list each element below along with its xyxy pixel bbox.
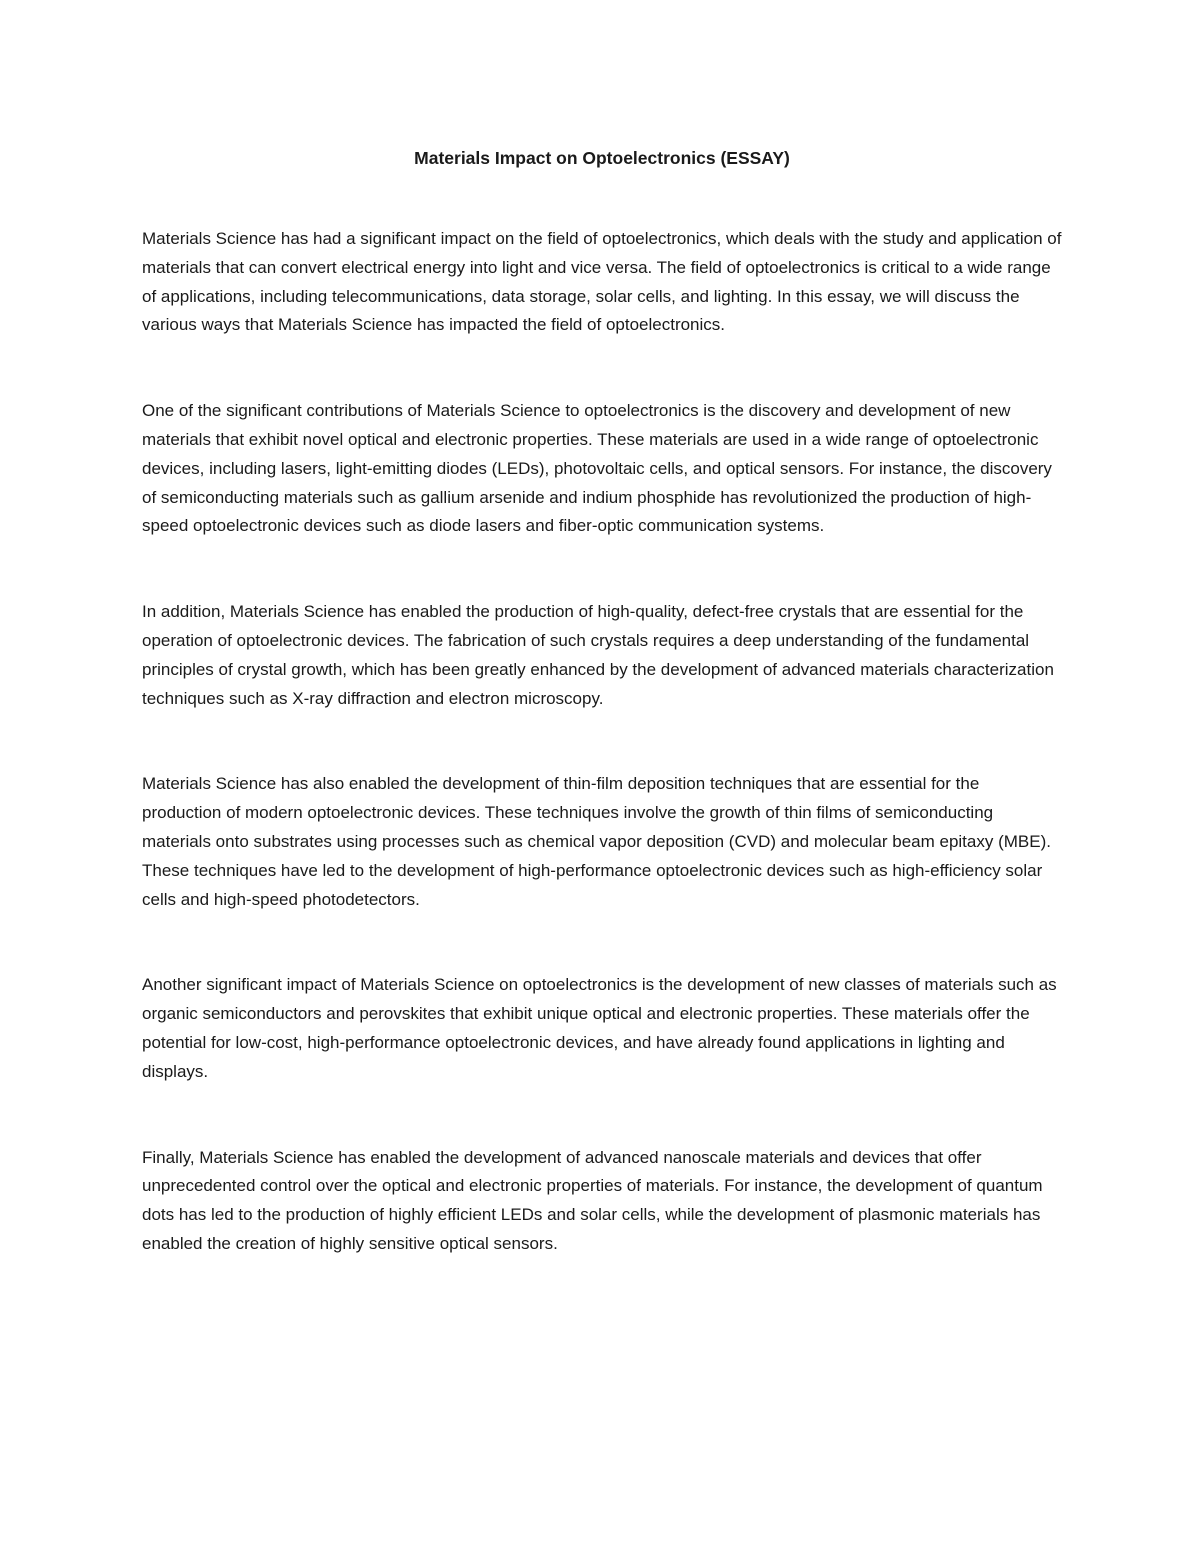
paragraph-crystal-growth: In addition, Materials Science has enabled the production of high-quality, defect-free crystals that are essential for the operation of optoelectronic devices. The fabrication of such crystals requires a deep understanding of the fundamental principles of crystal growth, which has been greatly enhanced by the development of advanced materials characterization techniques such as X-ray diffraction and electron microscopy. <box>142 602 1054 708</box>
document-body <box>142 144 1062 1259</box>
document-title: Materials Impact on Optoelectronics (ESSAY) <box>414 148 790 168</box>
paragraph-thin-film: Materials Science has also enabled the development of thin-film deposition techniques that are essential for the production of modern optoelectronic devices. These techniques involve the growth of thin films of semiconducting materials onto substrates using processes such as chemical vapor deposition (CVD) and molecular beam epitaxy (MBE). These techniques have led to the development of high-performance optoelectronic devices such as high-efficiency solar cells and high-speed photodetectors. <box>142 774 1051 909</box>
paragraph-introduction: Materials Science has had a significant impact on the field of optoelectronics, which deals with the study and application of materials that can convert electrical energy into light and vice versa. The field of optoelectronics is critical to a wide range of applications, including telecommunications, data storage, solar cells, and lighting. In this essay, we will discuss the various ways that Materials Science has impacted the field of optoelectronics. <box>142 229 1062 335</box>
paragraph-nanoscale: Finally, Materials Science has enabled the development of advanced nanoscale materials and devices that offer unprecedented control over the optical and electronic properties of materials. For instance, the development of quantum dots has led to the production of highly efficient LEDs and solar cells, while the development of plasmonic materials has enabled the creation of highly sensitive optical sensors. <box>142 1147 1043 1253</box>
paragraph-new-materials: One of the significant contributions of Materials Science to optoelectronics is the discovery and development of new materials that exhibit novel optical and electronic properties. These materials are used in a wide range of optoelectronic devices, including lasers, light-emitting diodes (LEDs), photovoltaic cells, and optical sensors. For instance, the discovery of semiconducting materials such as gallium arsenide and indium phosphide has revolutionized the production of high-speed optoelectronic devices such as diode lasers and fiber-optic communication systems. <box>142 401 1052 536</box>
paragraph-organic-perovskites: Another significant impact of Materials Science on optoelectronics is the development of new classes of materials such as organic semiconductors and perovskites that exhibit unique optical and electronic properties. These materials offer the potential for low-cost, high-performance optoelectronic devices, and have already found applications in lighting and displays. <box>142 975 1057 1081</box>
